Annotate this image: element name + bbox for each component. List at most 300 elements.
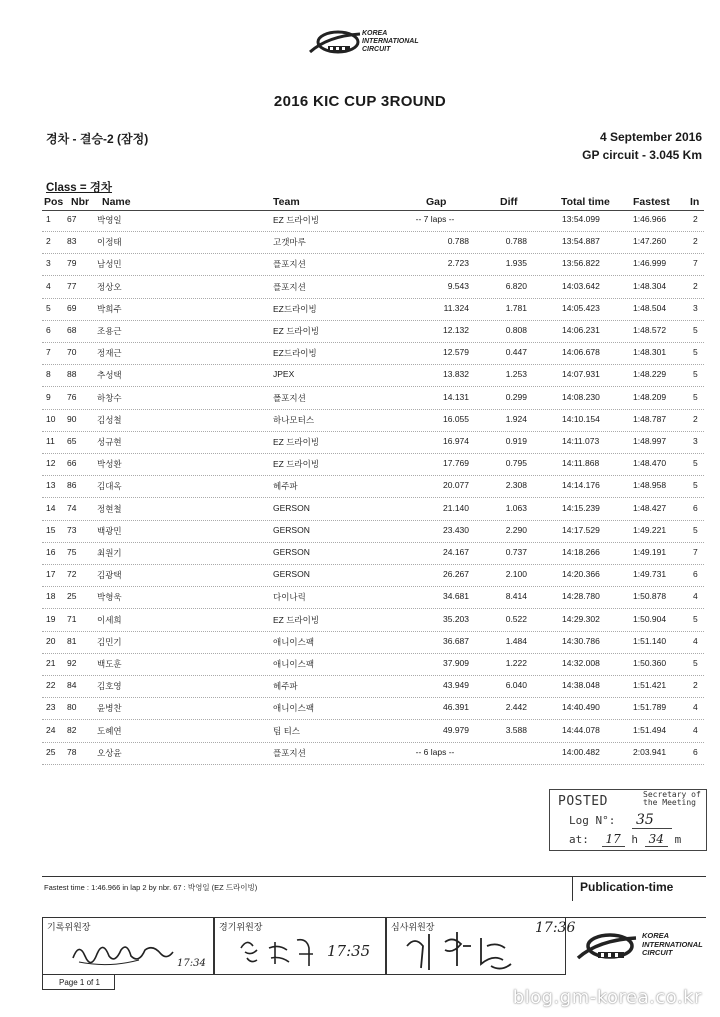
row-divider	[42, 298, 704, 299]
cell-pos: 4	[46, 280, 51, 291]
footer-logo-line-2: INTERNATIONAL	[642, 939, 703, 949]
cell-fastest: 1:48.427	[633, 502, 667, 513]
stamp-at-label: at:	[569, 833, 589, 846]
cell-nbr: 72	[67, 569, 77, 580]
cell-nbr: 86	[67, 480, 77, 491]
cell-name: 남성민	[97, 259, 122, 270]
cell-in: 4	[693, 724, 698, 735]
cell-pos: 10	[46, 413, 56, 424]
row-divider	[42, 364, 704, 365]
cell-total-time: 14:10.154	[562, 413, 600, 424]
cell-gap: 21.140	[443, 502, 469, 513]
cell-in: 5	[693, 369, 698, 380]
cell-nbr: 25	[67, 591, 77, 602]
cell-fastest: 1:48.787	[633, 413, 667, 424]
race-date: 4 September 2016	[599, 130, 702, 144]
cell-total-time: 14:06.231	[562, 325, 600, 335]
cell-diff: 1.935	[505, 258, 527, 269]
cell-diff: 0.447	[505, 347, 527, 358]
cell-gap: 35.203	[443, 613, 469, 624]
cell-name: 이세희	[97, 614, 122, 625]
cell-in: 3	[693, 436, 698, 446]
cell-fastest: 1:48.209	[633, 391, 667, 402]
cell-gap: -- 6 laps --	[415, 746, 455, 757]
cell-diff: 6.040	[505, 680, 527, 691]
cell-team: GERSON	[273, 524, 310, 535]
cell-fastest: 1:47.260	[633, 236, 667, 247]
cell-fastest: 1:51.140	[633, 635, 667, 646]
cell-in: 4	[693, 702, 698, 713]
handwritten-signature-3	[401, 924, 531, 974]
row-divider	[42, 764, 704, 765]
cell-fastest: 1:49.731	[633, 569, 667, 580]
table-row	[0, 500, 720, 522]
table-row	[0, 699, 720, 721]
cell-pos: 19	[46, 613, 56, 624]
row-divider	[42, 675, 704, 676]
cell-team: 애니이스팩	[273, 659, 315, 669]
publication-time-label: Publication-time	[580, 880, 674, 894]
cell-in: 6	[693, 569, 698, 580]
row-divider	[42, 586, 704, 587]
cell-gap: 16.055	[443, 413, 469, 424]
cell-pos: 20	[46, 635, 56, 646]
row-divider	[42, 475, 704, 476]
col-header-fastest: Fastest	[633, 196, 670, 208]
cell-total-time: 13:56.822	[562, 258, 600, 269]
cell-in: 2	[693, 236, 698, 247]
cell-total-time: 14:44.078	[562, 724, 600, 735]
row-divider	[42, 542, 704, 543]
cell-team: 플포지션	[273, 259, 306, 270]
table-row	[0, 255, 720, 277]
cell-in: 4	[693, 591, 698, 602]
cell-fastest: 1:46.999	[633, 258, 667, 269]
stamp-hour: 17	[602, 832, 625, 847]
row-divider	[42, 520, 704, 521]
cell-pos: 13	[46, 480, 56, 491]
col-header-team: Team	[273, 196, 300, 208]
cell-nbr: 66	[67, 458, 77, 469]
cell-gap: 34.681	[443, 591, 469, 602]
row-divider	[42, 386, 704, 387]
cell-gap: 0.788	[447, 236, 469, 247]
cell-diff: 1.253	[505, 369, 527, 380]
kic-swoosh-icon	[308, 26, 362, 60]
cell-name: 이정태	[97, 237, 122, 248]
page-title: 2016 KIC CUP 3ROUND	[273, 93, 447, 110]
cell-in: 3	[693, 302, 698, 313]
cell-fastest: 1:46.966	[633, 214, 667, 224]
cell-fastest: 1:48.470	[633, 458, 667, 469]
cell-gap: 26.267	[443, 569, 469, 580]
stamp-log-label: Log N°:	[569, 814, 616, 827]
col-header-diff: Diff	[500, 196, 518, 208]
cell-fastest: 2:03.941	[633, 746, 667, 757]
table-row	[0, 544, 720, 566]
cell-pos: 15	[46, 524, 56, 535]
cell-pos: 9	[46, 391, 51, 402]
cell-pos: 24	[46, 724, 56, 735]
cell-team: 헤주파	[273, 681, 298, 692]
cell-name: 윤병찬	[97, 703, 122, 714]
row-divider	[42, 253, 704, 254]
col-header-total: Total time	[561, 196, 610, 208]
table-row	[0, 455, 720, 477]
cell-fastest: 1:48.958	[633, 480, 667, 491]
cell-total-time: 14:08.230	[562, 391, 600, 402]
cell-nbr: 84	[67, 680, 77, 691]
cell-gap: 20.077	[443, 480, 469, 491]
cell-gap: 23.430	[443, 524, 469, 535]
cell-total-time: 14:00.482	[562, 746, 600, 757]
cell-team: 애니이스팩	[273, 703, 315, 714]
cell-fastest: 1:50.360	[633, 658, 667, 668]
cell-in: 5	[693, 391, 698, 402]
cell-diff: 6.820	[505, 280, 527, 291]
table-row	[0, 677, 720, 699]
cell-gap: 2.723	[447, 258, 469, 269]
cell-fastest: 1:51.494	[633, 724, 667, 735]
cell-diff: 1.924	[505, 413, 527, 424]
cell-diff: 0.788	[505, 236, 527, 247]
cell-diff: 0.737	[505, 547, 527, 557]
row-divider	[42, 275, 704, 276]
row-divider	[42, 497, 704, 498]
stamp-log-value: 35	[632, 812, 672, 829]
row-divider	[42, 409, 704, 410]
cell-total-time: 14:11.868	[562, 458, 600, 469]
cell-name: 박성환	[97, 459, 122, 470]
cell-gap: 12.579	[443, 347, 469, 358]
table-row	[0, 322, 720, 344]
table-row	[0, 477, 720, 499]
stamp-minute: 34	[645, 832, 668, 847]
cell-fastest: 1:51.421	[633, 680, 667, 691]
cell-gap: -- 7 laps --	[415, 214, 455, 224]
cell-in: 7	[693, 258, 698, 269]
cell-pos: 14	[46, 502, 56, 513]
cell-team: 애니이스팩	[273, 636, 315, 647]
cell-team: EZ 드라이빙	[273, 215, 320, 225]
table-row	[0, 566, 720, 588]
cell-in: 5	[693, 325, 698, 335]
cell-in: 5	[693, 458, 698, 469]
page-number: Page 1 of 1	[42, 975, 115, 990]
cell-pos: 8	[46, 369, 51, 380]
cell-total-time: 14:38.048	[562, 680, 600, 691]
cell-team: 하나모터스	[273, 414, 315, 425]
cell-diff: 2.290	[505, 524, 527, 535]
cell-name: 김성철	[97, 414, 122, 425]
cell-team: GERSON	[273, 569, 310, 580]
cell-name: 백도훈	[97, 659, 122, 669]
cell-total-time: 14:07.931	[562, 369, 600, 380]
cell-total-time: 14:30.786	[562, 635, 600, 646]
table-row	[0, 522, 720, 544]
col-header-in: In	[690, 196, 700, 208]
footer-logo-line-3: CIRCUIT	[642, 948, 673, 957]
row-divider	[42, 742, 704, 743]
cell-total-time: 13:54.099	[562, 214, 600, 224]
cell-team: JPEX	[273, 369, 295, 380]
row-divider	[42, 608, 704, 609]
cell-fastest: 1:48.572	[633, 325, 667, 335]
cell-team: EZ 드라이빙	[273, 326, 320, 336]
footer-logo-line-1: KOREA	[642, 931, 670, 940]
cell-diff: 2.442	[505, 702, 527, 713]
cell-gap: 14.131	[443, 391, 469, 402]
footer-rule	[42, 876, 572, 877]
cell-gap: 12.132	[443, 325, 469, 335]
signature-box-stewards	[386, 917, 576, 975]
cell-gap: 24.167	[443, 547, 469, 557]
cell-name: 백광민	[97, 525, 122, 536]
cell-gap: 11.324	[443, 302, 469, 313]
row-divider	[42, 453, 704, 454]
cell-nbr: 77	[67, 280, 77, 291]
cell-gap: 43.949	[443, 680, 469, 691]
footer-logo-area	[566, 917, 706, 975]
table-row	[0, 211, 720, 233]
cell-team: 플포지션	[273, 747, 306, 758]
cell-diff: 0.795	[505, 458, 527, 469]
cell-in: 6	[693, 746, 698, 757]
cell-in: 2	[693, 413, 698, 424]
cell-nbr: 92	[67, 658, 77, 668]
race-subtitle: 경차 - 결승-2 (잠정)	[46, 132, 149, 146]
cell-in: 2	[693, 280, 698, 291]
cell-diff: 0.919	[505, 436, 527, 446]
cell-total-time: 14:20.366	[562, 569, 600, 580]
cell-fastest: 1:48.997	[633, 436, 667, 446]
cell-fastest: 1:50.878	[633, 591, 667, 602]
cell-team: EZ 드라이빙	[273, 614, 320, 625]
table-row	[0, 411, 720, 433]
cell-gap: 17.769	[443, 458, 469, 469]
cell-pos: 1	[46, 214, 51, 224]
cell-pos: 2	[46, 236, 51, 247]
col-header-name: Name	[102, 196, 131, 208]
table-row	[0, 233, 720, 255]
kic-logo	[308, 26, 448, 64]
cell-pos: 16	[46, 547, 56, 557]
cell-diff: 1.222	[505, 658, 527, 668]
cell-in: 7	[693, 547, 698, 557]
cell-total-time: 14:03.642	[562, 280, 600, 291]
cell-nbr: 71	[67, 613, 77, 624]
cell-diff: 0.808	[505, 325, 527, 335]
cell-pos: 11	[46, 436, 55, 446]
cell-nbr: 88	[67, 369, 77, 380]
row-divider	[42, 431, 704, 432]
cell-name: 추성택	[97, 370, 122, 381]
cell-nbr: 90	[67, 413, 77, 424]
sig-time-race: 17:35	[327, 942, 371, 960]
cell-name: 조용근	[97, 326, 122, 336]
cell-nbr: 73	[67, 524, 77, 535]
cell-fastest: 1:49.191	[633, 547, 667, 557]
logo-line-3: CIRCUIT	[362, 46, 391, 53]
cell-pos: 3	[46, 258, 51, 269]
cell-fastest: 1:48.301	[633, 347, 667, 358]
cell-team: EZ드라이빙	[273, 348, 317, 359]
cell-team: 다이나릭	[273, 592, 306, 603]
cell-fastest: 1:50.904	[633, 613, 667, 624]
cell-diff: 2.308	[505, 480, 527, 491]
cell-pos: 21	[46, 658, 56, 668]
cell-total-time: 14:05.423	[562, 302, 600, 313]
cell-fastest: 1:48.229	[633, 369, 667, 380]
table-row	[0, 433, 720, 455]
handwritten-signature-1	[69, 936, 179, 970]
table-row	[0, 300, 720, 322]
cell-name: 성규현	[97, 437, 122, 447]
cell-nbr: 78	[67, 746, 77, 757]
cell-fastest: 1:48.304	[633, 280, 667, 291]
cell-name: 정상오	[97, 281, 122, 292]
cell-name: 정재근	[97, 348, 122, 359]
circuit-info: GP circuit - 3.045 Km	[582, 148, 702, 162]
cell-name: 김민기	[97, 636, 122, 647]
cell-name: 김대옥	[97, 481, 122, 492]
cell-total-time: 14:14.176	[562, 480, 600, 491]
cell-pos: 17	[46, 569, 56, 580]
cell-diff: 0.522	[505, 613, 527, 624]
sig-label-race: 경기위원장	[219, 922, 263, 932]
cell-nbr: 67	[67, 214, 77, 224]
cell-in: 5	[693, 658, 698, 668]
cell-diff: 3.588	[505, 724, 527, 735]
cell-total-time: 14:11.073	[562, 436, 600, 446]
cell-name: 박희주	[97, 303, 122, 314]
cell-nbr: 83	[67, 236, 77, 247]
cell-team: EZ드라이빙	[273, 303, 317, 314]
table-row	[0, 344, 720, 366]
kic-footer-logo-icon	[576, 928, 638, 968]
logo-line-1: KOREA	[362, 30, 388, 37]
cell-pos: 18	[46, 591, 56, 602]
table-row	[0, 278, 720, 300]
cell-name: 박영일	[97, 215, 122, 225]
cell-total-time: 14:15.239	[562, 502, 600, 513]
col-header-nbr: Nbr	[71, 196, 90, 208]
cell-name: 최원기	[97, 548, 122, 558]
logo-line-2: INTERNATIONAL	[362, 38, 419, 45]
cell-gap: 37.909	[443, 658, 469, 668]
table-row	[0, 389, 720, 411]
cell-in: 6	[693, 502, 698, 513]
table-row	[0, 744, 720, 766]
cell-team: 헤주파	[273, 481, 298, 492]
posted-stamp	[549, 789, 707, 851]
cell-in: 5	[693, 347, 698, 358]
cell-gap: 36.687	[443, 635, 469, 646]
cell-nbr: 65	[67, 436, 77, 446]
cell-nbr: 80	[67, 702, 77, 713]
table-row	[0, 588, 720, 610]
stamp-secretary: Secretary of the Meeting	[643, 790, 701, 807]
row-divider	[42, 564, 704, 565]
class-label: Class = 경차	[46, 182, 113, 194]
blog-watermark: blog.gm-korea.co.kr	[512, 987, 702, 1008]
table-row	[0, 366, 720, 388]
cell-gap: 13.832	[443, 369, 469, 380]
row-divider	[42, 231, 704, 232]
cell-name: 하창수	[97, 392, 122, 403]
cell-pos: 25	[46, 746, 56, 757]
cell-pos: 6	[46, 325, 51, 335]
cell-nbr: 68	[67, 325, 77, 335]
cell-team: EZ 드라이빙	[273, 459, 320, 470]
cell-in: 5	[693, 480, 698, 491]
table-row	[0, 611, 720, 633]
cell-in: 5	[693, 524, 698, 535]
cell-pos: 7	[46, 347, 51, 358]
cell-nbr: 79	[67, 258, 77, 269]
cell-in: 2	[693, 214, 698, 224]
signature-box-race	[214, 917, 386, 975]
cell-in: 2	[693, 680, 698, 691]
cell-team: 폴포지션	[273, 392, 306, 403]
cell-nbr: 70	[67, 347, 77, 358]
row-divider	[42, 719, 704, 720]
sig-label-stewards: 심사위원장	[391, 922, 435, 932]
row-divider	[42, 653, 704, 654]
cell-diff: 1.063	[505, 502, 527, 513]
cell-team: GERSON	[273, 547, 310, 557]
cell-name: 김광택	[97, 570, 122, 581]
table-row	[0, 722, 720, 744]
cell-total-time: 14:28.780	[562, 591, 600, 602]
cell-pos: 22	[46, 680, 56, 691]
col-header-pos: Pos	[44, 196, 64, 208]
cell-name: 오상윤	[97, 747, 122, 758]
handwritten-signature-2	[237, 934, 317, 970]
row-divider	[42, 631, 704, 632]
cell-total-time: 14:32.008	[562, 658, 600, 668]
cell-diff: 1.781	[505, 302, 527, 313]
cell-pos: 23	[46, 702, 56, 713]
sig-time-stewards: 17:36	[535, 920, 576, 936]
cell-gap: 49.979	[443, 724, 469, 735]
cell-team: EZ 드라이빙	[273, 437, 320, 447]
cell-total-time: 14:17.529	[562, 524, 600, 535]
cell-pos: 5	[46, 302, 51, 313]
cell-total-time: 14:18.266	[562, 547, 600, 557]
stamp-posted: POSTED	[558, 794, 608, 809]
cell-fastest: 1:51.789	[633, 702, 667, 713]
cell-gap: 9.543	[447, 280, 469, 291]
cell-nbr: 74	[67, 502, 77, 513]
table-row	[0, 633, 720, 655]
cell-nbr: 69	[67, 302, 77, 313]
cell-nbr: 81	[67, 635, 77, 646]
cell-team: GERSON	[273, 502, 310, 513]
col-header-gap: Gap	[426, 196, 447, 208]
row-divider	[42, 697, 704, 698]
cell-fastest: 1:49.221	[633, 524, 667, 535]
cell-gap: 16.974	[443, 436, 469, 446]
cell-diff: 0.299	[505, 391, 527, 402]
cell-name: 김호영	[97, 681, 122, 692]
cell-nbr: 82	[67, 724, 77, 735]
fastest-time-note: Fastest time : 1:46.966 in lap 2 by nbr. 67 : 박영일 (EZ 드라이빙)	[44, 883, 258, 892]
cell-team: 플포지션	[273, 281, 306, 292]
cell-total-time: 14:06.678	[562, 347, 600, 358]
cell-diff: 8.414	[505, 591, 527, 602]
stamp-m: m	[674, 833, 682, 846]
